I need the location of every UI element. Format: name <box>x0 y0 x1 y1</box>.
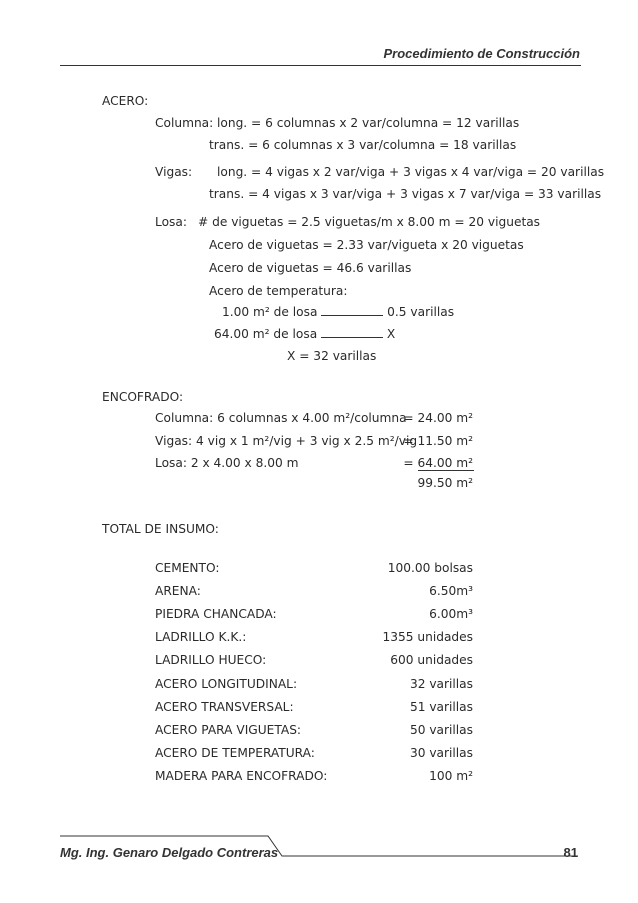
encofrado-row-desc: Columna: 6 columnas x 4.00 m²/columna <box>155 411 407 425</box>
insumo-item: CEMENTO: <box>155 561 220 575</box>
rule2-left: 64.00 m² de losa <box>214 327 318 341</box>
blank-line <box>321 304 383 316</box>
page-header-title: Procedimiento de Construcción <box>383 46 580 61</box>
insumo-item: PIEDRA CHANCADA: <box>155 607 277 621</box>
insumo-item: ACERO DE TEMPERATURA: <box>155 746 315 760</box>
insumo-item: ACERO LONGITUDINAL: <box>155 677 298 691</box>
vigas-trans: trans. = 4 vigas x 3 var/viga + 3 vigas x 7 var/viga = 33 varillas <box>209 187 602 201</box>
insumo-qty: 100.00 bolsas <box>387 561 473 575</box>
insumo-qty: 32 varillas <box>409 677 473 691</box>
blank-line <box>321 326 383 338</box>
insumo-item: LADRILLO K.K.: <box>155 630 247 644</box>
acero-viguetas-calc: Acero de viguetas = 2.33 var/vigueta x 20 viguetas <box>209 238 524 252</box>
losa-label: Losa: <box>155 215 187 229</box>
insumo-item: MADERA PARA ENCOFRADO: <box>155 769 328 783</box>
rule2-right: X <box>386 327 396 341</box>
sum-rule <box>418 470 474 471</box>
encofrado-row-desc: Vigas: 4 vig x 1 m²/vig + 3 vig x 2.5 m²/vig <box>155 434 418 448</box>
insumo-qty: 6.50m³ <box>429 584 473 598</box>
encofrado-row-value: = 24.00 m² <box>403 411 473 425</box>
rule-of-three-row-1 <box>222 304 454 320</box>
page-number: 81 <box>563 845 578 860</box>
insumo-item: LADRILLO HUECO: <box>155 653 267 667</box>
columna-long: long. = 6 columnas x 2 var/columna = 12 varillas <box>217 116 520 130</box>
header-rule <box>60 65 581 66</box>
acero-temperatura-heading: Acero de temperatura: <box>209 284 348 298</box>
insumos-heading: TOTAL DE INSUMO: <box>102 522 219 536</box>
footer-author: Mg. Ing. Genaro Delgado Contreras <box>60 845 279 860</box>
rule-of-three-row-2 <box>214 326 395 342</box>
insumo-qty: 6.00m³ <box>429 607 473 621</box>
insumo-qty: 50 varillas <box>409 723 473 737</box>
vigas-long: long. = 4 vigas x 2 var/viga + 3 vigas x 4 var/viga = 20 varillas <box>217 165 605 179</box>
encofrado-total: 99.50 m² <box>417 476 473 490</box>
acero-heading: ACERO: <box>102 94 149 108</box>
insumo-item: ACERO PARA VIGUETAS: <box>155 723 302 737</box>
rule1-left: 1.00 m² de losa <box>222 305 318 319</box>
insumo-qty: 100 m² <box>429 769 473 783</box>
insumo-item: ACERO TRANSVERSAL: <box>155 700 294 714</box>
encofrado-heading: ENCOFRADO: <box>102 390 184 404</box>
insumo-qty: 30 varillas <box>409 746 473 760</box>
columna-label: Columna: <box>155 116 214 130</box>
losa-viguetas: # de viguetas = 2.5 viguetas/m x 8.00 m = 20 viguetas <box>198 215 541 229</box>
insumo-item: ARENA: <box>155 584 201 598</box>
rule1-right: 0.5 varillas <box>387 305 455 319</box>
encofrado-row-value: = 64.00 m² <box>403 456 473 470</box>
insumo-qty: 1355 unidades <box>382 630 473 644</box>
insumo-qty: 600 unidades <box>390 653 473 667</box>
rule-result: X = 32 varillas <box>287 349 377 363</box>
insumo-qty: 51 varillas <box>409 700 473 714</box>
acero-viguetas-result: Acero de viguetas = 46.6 varillas <box>209 261 412 275</box>
encofrado-row-desc: Losa: 2 x 4.00 x 8.00 m <box>155 456 299 470</box>
vigas-label: Vigas: <box>155 165 193 179</box>
encofrado-row-value: = 11.50 m² <box>403 434 473 448</box>
columna-trans: trans. = 6 columnas x 3 var/columna = 18 varillas <box>209 138 517 152</box>
